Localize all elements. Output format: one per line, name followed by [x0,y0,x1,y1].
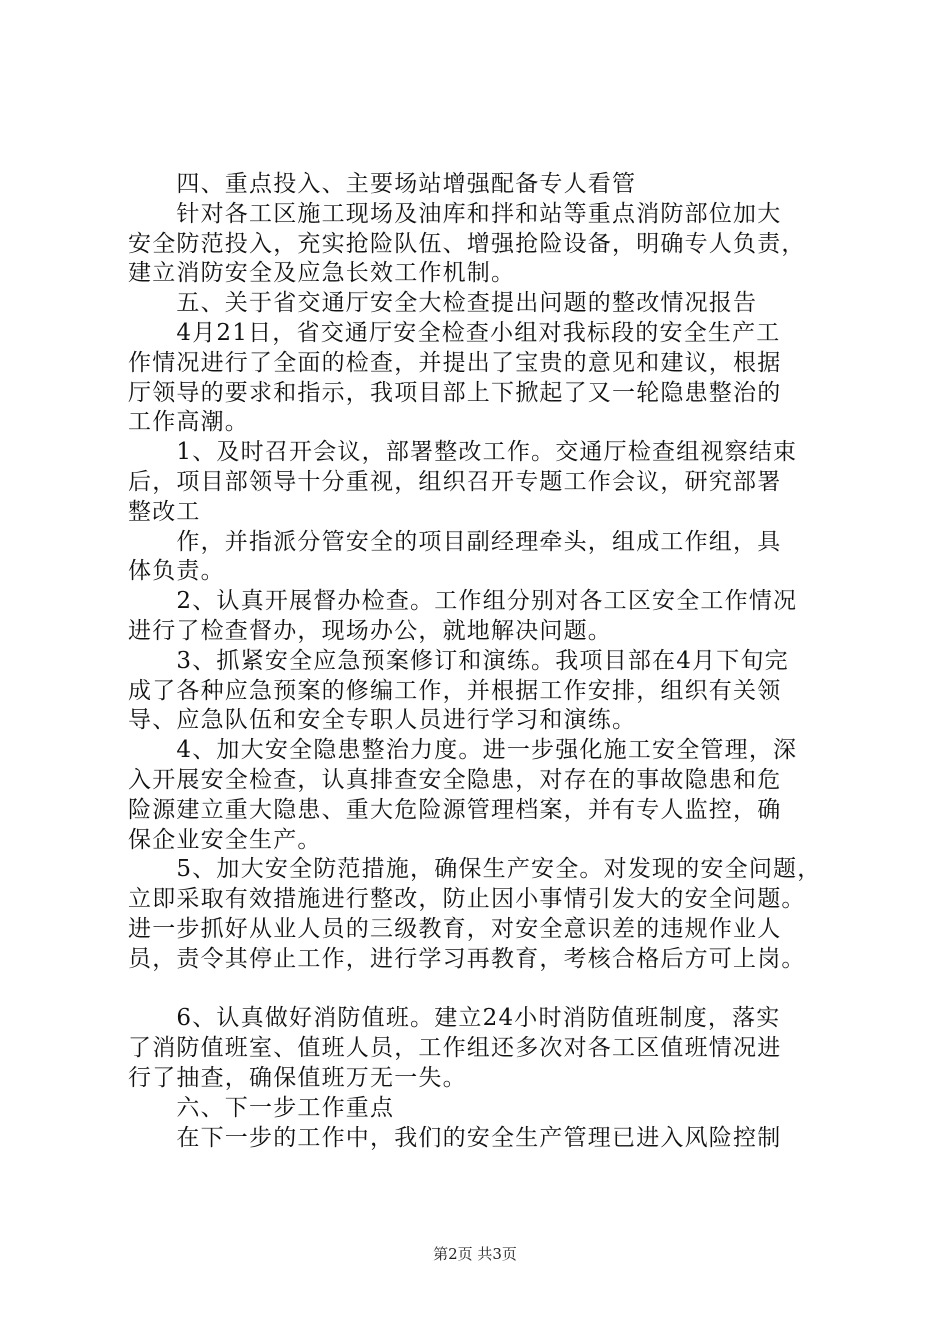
text-line: 4、加大安全隐患整治力度。进一步强化施工安全管理，深 [128,737,798,764]
text-line: 导、应急队伍和安全专职人员进行学习和演练。 [128,707,637,734]
text-line: 在下一步的工作中，我们的安全生产管理已进入风险控制 [128,1124,782,1151]
text-line: 险源建立重大隐患、重大危险源管理档案，并有专人监控，确 [128,796,782,823]
text-line: 作情况进行了全面的检查，并提出了宝贵的意见和建议，根据 [128,349,782,376]
text-line: 五、关于省交通厅安全大检查提出问题的整改情况报告 [128,290,758,317]
blank-line [128,975,840,1005]
text-line: 成了各种应急预案的修编工作，并根据工作安排，组织有关领 [128,677,782,704]
page-footer: 第2页 共3页 [433,1245,517,1263]
text-line: 4月21日，省交通厅安全检查小组对我标段的安全生产工 [128,319,781,346]
text-line: 了消防值班室、值班人员，工作组还多次对各工区值班情况进 [128,1035,782,1062]
text-line: 员，责令其停止工作，进行学习再教育，考核合格后方可上岗。 [128,945,806,972]
text-line: 5、加大安全防范措施，确保生产安全。对发现的安全问题， [128,856,822,883]
text-line: 行了抽查，确保值班万无一失。 [128,1064,467,1091]
document-body [128,170,840,1153]
text-line: 后，项目部领导十分重视，组织召开专题工作会议，研究部署 [128,468,782,495]
text-line: 2、认真开展督办检查。工作组分别对各工区安全工作情况 [128,588,798,615]
text-line: 六、下一步工作重点 [128,1094,395,1121]
text-line: 整改工 [128,498,201,525]
text-line: 6、认真做好消防值班。建立24小时消防值班制度，落实 [128,1005,781,1032]
text-line: 体负责。 [128,558,225,585]
text-line: 针对各工区施工现场及油库和拌和站等重点消防部位加大 [128,200,782,227]
text-line: 3、抓紧安全应急预案修订和演练。我项目部在4月下旬完 [128,647,789,674]
text-line: 进一步抓好从业人员的三级教育，对安全意识差的违规作业人 [128,915,782,942]
text-line: 工作高潮。 [128,409,249,436]
text-line: 立即采取有效措施进行整改，防止因小事情引发大的安全问题。 [128,886,806,913]
text-line: 作，并指派分管安全的项目副经理牵头，组成工作组，具 [128,528,782,555]
text-line: 入开展安全检查，认真排查安全隐患，对存在的事故隐患和危 [128,766,782,793]
text-line: 保企业安全生产。 [128,826,322,853]
text-line: 四、重点投入、主要场站增强配备专人看管 [128,171,637,197]
text-line: 建立消防安全及应急长效工作机制。 [128,260,516,287]
text-line: 进行了检查督办，现场办公，就地解决问题。 [128,617,612,644]
text-line: 安全防范投入，充实抢险队伍、增强抢险设备，明确专人负责， [128,230,806,257]
text-line: 厅领导的要求和指示，我项目部上下掀起了又一轮隐患整治的 [128,379,782,406]
text-line: 1、及时召开会议，部署整改工作。交通厅检查组视察结束 [128,439,798,466]
